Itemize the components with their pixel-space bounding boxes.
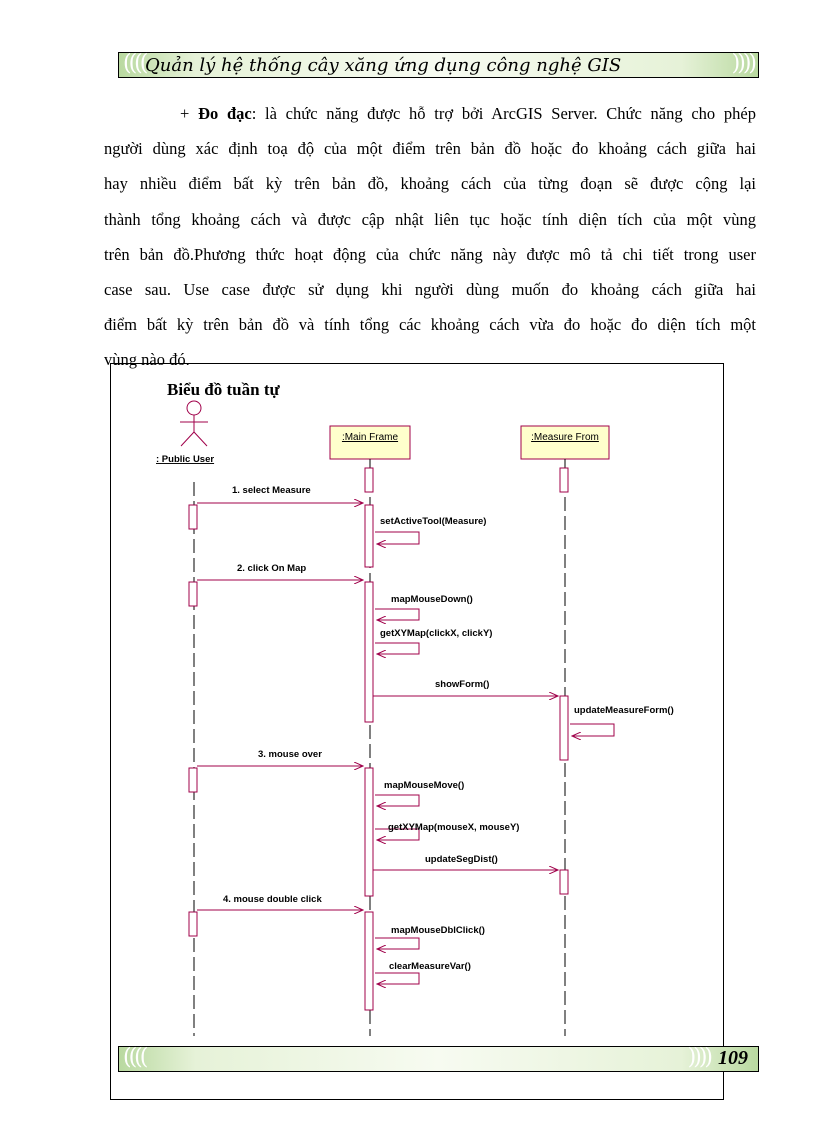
paragraph-line: người dùng xác định toạ độ của một điểm trên bản đồ hoặc đo khoảng cách giữa hai (104, 139, 756, 159)
footer-band-right-ornament: )))) (687, 1045, 710, 1070)
message-label: updateSegDist() (425, 854, 498, 865)
activation-bar (365, 468, 373, 492)
message-label: 1. select Measure (232, 485, 311, 496)
object-label-main-frame: :Main Frame (341, 432, 399, 443)
activation-bar (365, 912, 373, 1010)
message-label: getXYMap(mouseX, mouseY) (388, 822, 520, 833)
paragraph-line: vùng nào đó. (104, 350, 190, 370)
body-paragraph (104, 96, 756, 378)
footer-band (118, 1046, 759, 1072)
message-label: mapMouseDown() (391, 594, 473, 605)
self-message-arrow (375, 609, 419, 620)
self-message-arrow (570, 724, 614, 736)
message-label: 4. mouse double click (223, 894, 322, 905)
activation-bar (560, 870, 568, 894)
paragraph-line-text: : là chức năng được hỗ trợ bởi ArcGIS Server. Chức năng cho phép (251, 104, 756, 123)
header-band-right-ornament: )))) (731, 51, 754, 76)
paragraph-line: thành tổng khoảng cách và được cập nhật liên tục hoặc tính diện tích của một vùng (104, 209, 756, 229)
message-label: mapMouseDblClick() (391, 925, 485, 936)
header-title: Quản lý hệ thống cây xăng ứng dụng công nghệ GIS (145, 55, 622, 76)
header-band (118, 52, 759, 78)
paragraph-term: Đo đạc (198, 104, 252, 123)
message-label: setActiveTool(Measure) (380, 516, 487, 527)
page-number: 109 (718, 1047, 748, 1069)
activation-bar (189, 505, 197, 529)
diagram-title: Biểu đồ tuần tự (167, 380, 280, 399)
message-label: getXYMap(clickX, clickY) (380, 628, 493, 639)
message-label: clearMeasureVar() (389, 961, 471, 972)
message-label: mapMouseMove() (384, 780, 465, 791)
self-message-arrow (375, 643, 419, 654)
activation-bar (365, 505, 373, 567)
footer-band-left-ornament: (((( (123, 1045, 146, 1070)
self-message-arrow (375, 973, 419, 984)
message-label: 2. click On Map (237, 563, 307, 574)
self-message-arrow (375, 938, 419, 949)
message-label: 3. mouse over (258, 749, 322, 760)
paragraph-line: case sau. Use case được sử dụng khi người dùng muốn đo khoảng cách giữa hai (104, 279, 756, 299)
activation-bar (189, 768, 197, 792)
sequence-diagram-canvas (111, 364, 723, 1099)
paragraph-line: điểm bất kỳ trên bản đồ và tính tổng các khoảng cách vừa đo hoặc đo diện tích một (104, 315, 756, 335)
sequence-diagram (110, 363, 724, 1100)
paragraph-line: hay nhiều điểm bất kỳ trên bản đồ, khoảng cách của từng đoạn sẽ được cộng lại (104, 174, 756, 194)
actor-label: : Public User (156, 454, 215, 465)
self-message-arrow (375, 795, 419, 806)
activation-bar (365, 768, 373, 896)
activation-bar (189, 582, 197, 606)
paragraph-line: trên bản đồ.Phương thức hoạt động của chức năng này được mô tả chi tiết trong user (104, 244, 756, 264)
activation-bar (560, 696, 568, 760)
self-message-arrow (375, 532, 419, 544)
message-label: updateMeasureForm() (574, 705, 674, 716)
paragraph-line (104, 96, 756, 131)
activation-bar (189, 912, 197, 936)
object-label-measure-form: :Measure From (531, 432, 599, 443)
actor-stick-figure (180, 401, 208, 446)
activation-bar (560, 468, 568, 492)
bullet-symbol: + (180, 104, 190, 123)
activation-bar (365, 582, 373, 722)
message-label: showForm() (435, 679, 490, 690)
header-band-left-ornament: (((( (123, 51, 146, 76)
